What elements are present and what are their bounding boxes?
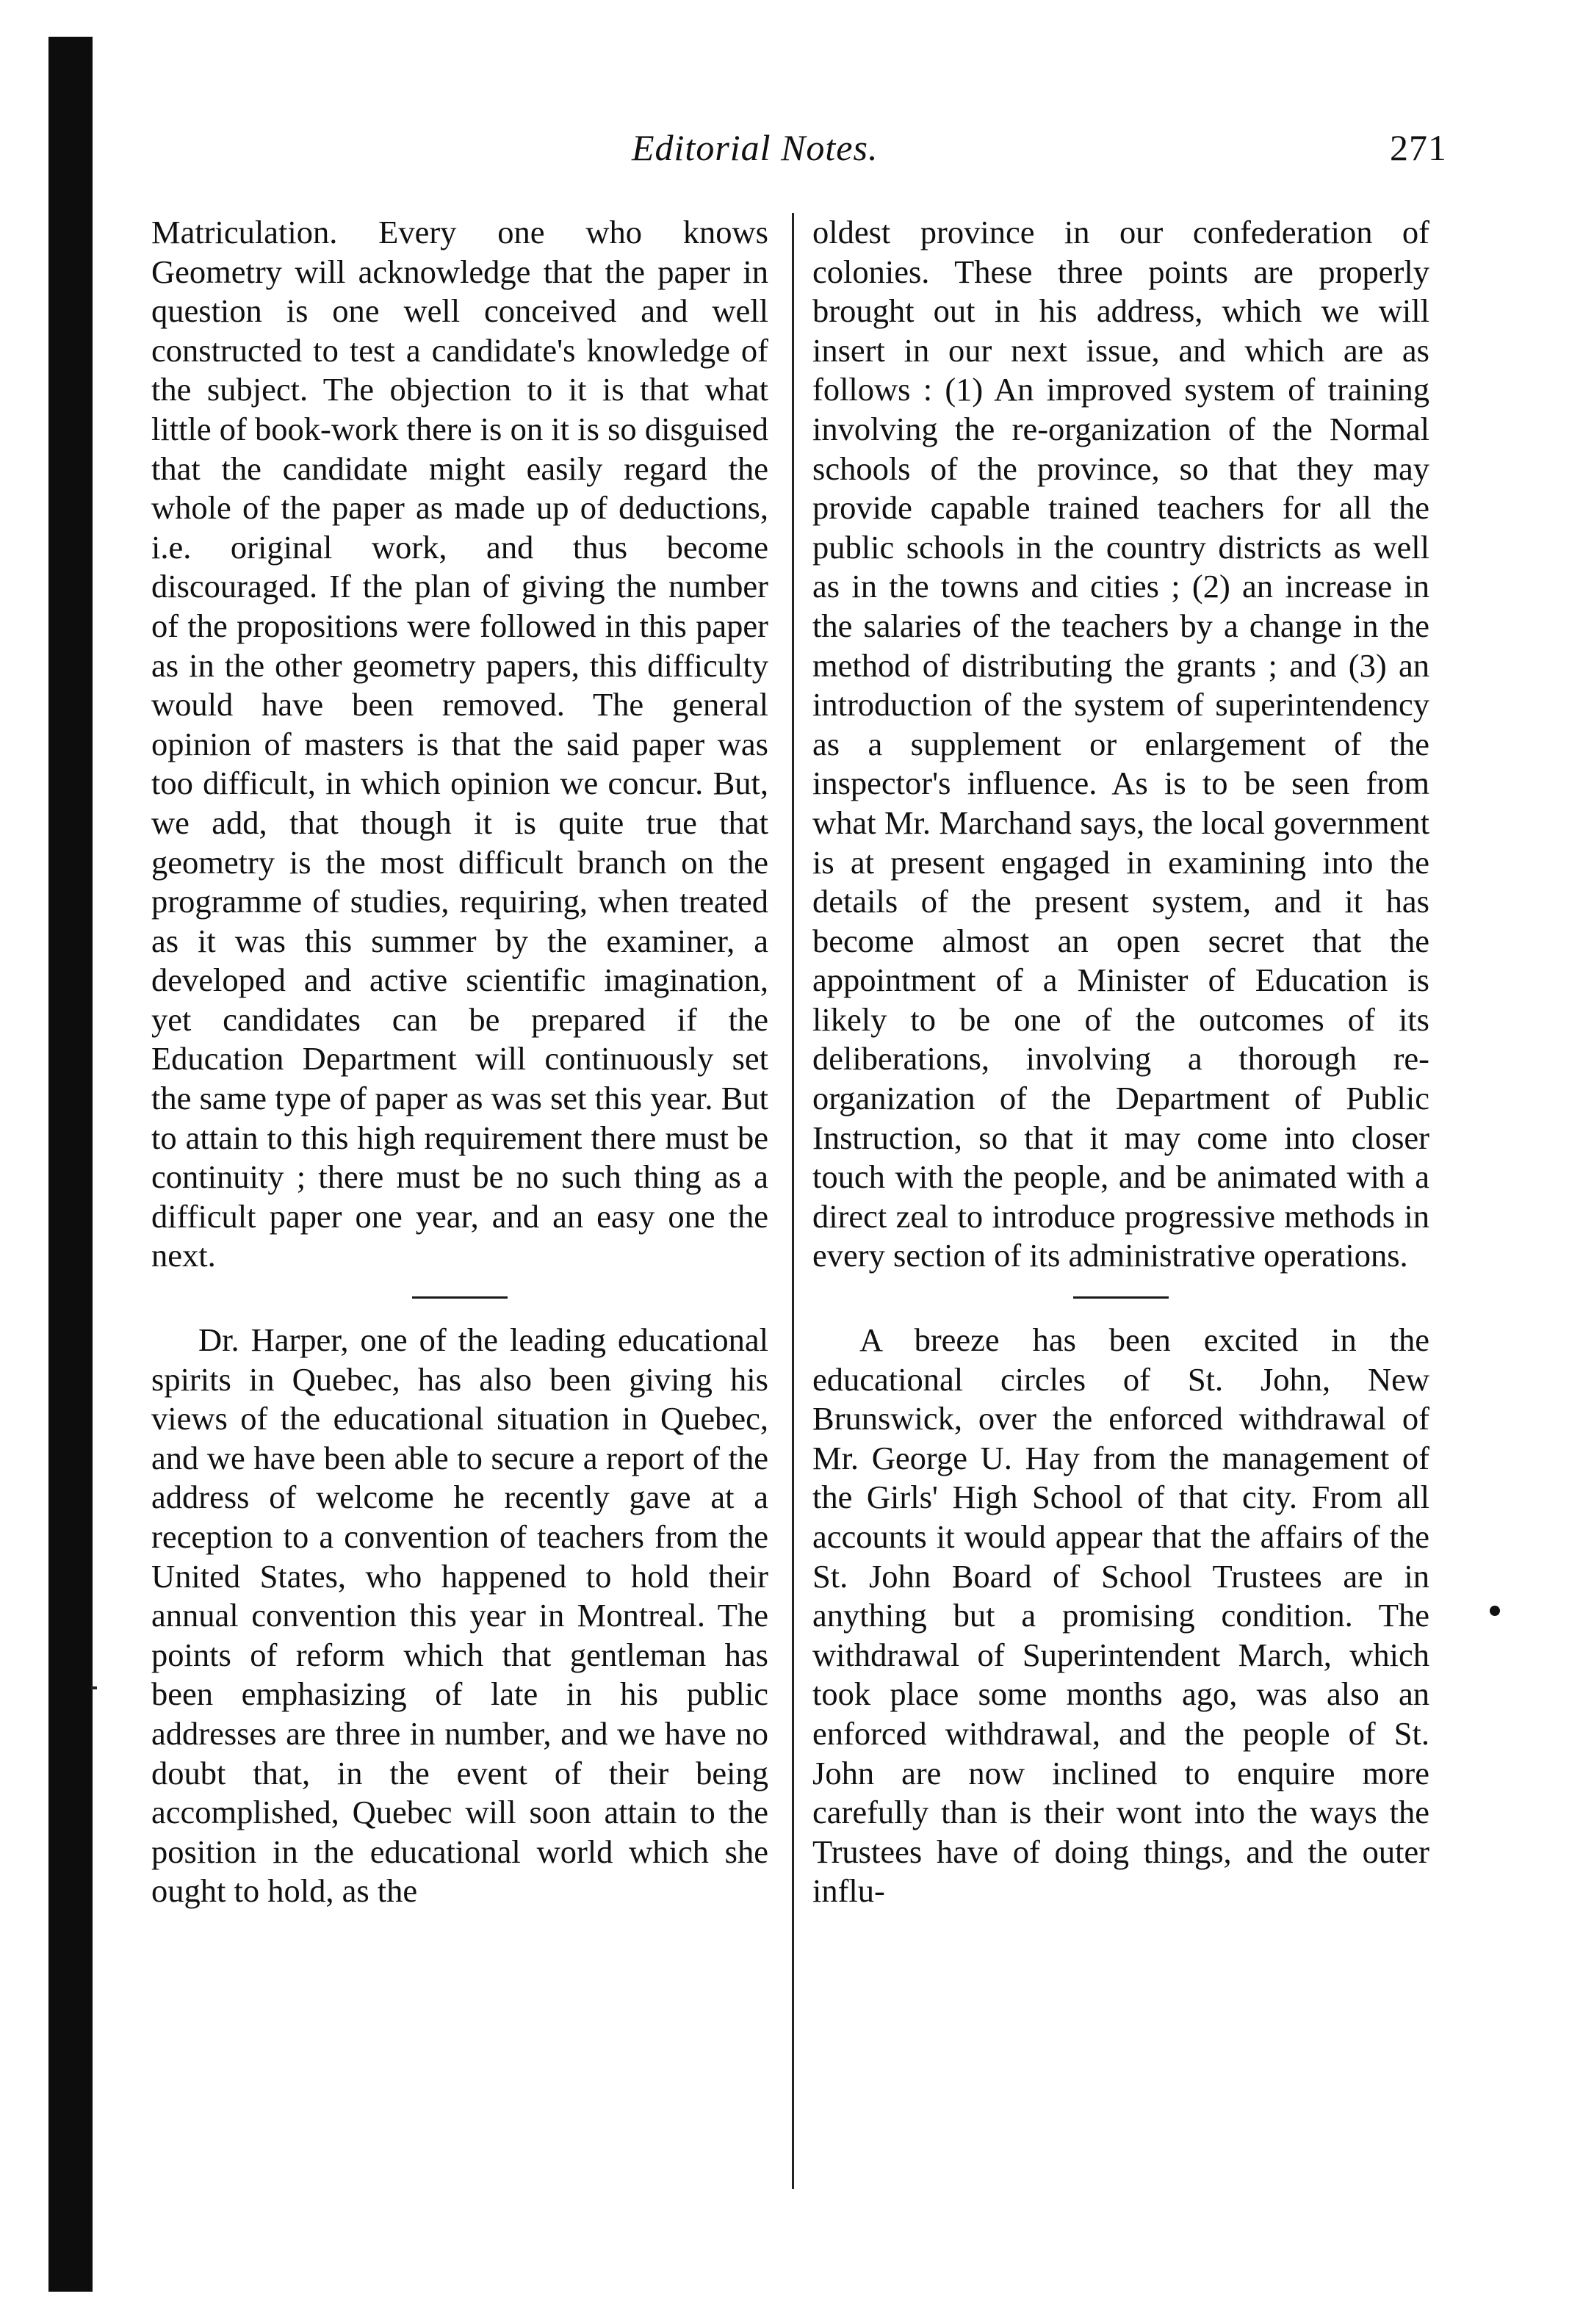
- column-divider: [792, 213, 794, 2189]
- running-head: Editorial Notes.: [632, 127, 879, 168]
- right-paragraph-continued: oldest province in our confederation of colonies. These three points are properly brought out in his address, which we will insert in our next issue, and which are as follows : (1) An improved system of training involving the re-organization of the Normal schools of the province, so that they may provide capable trained teachers for all the public schools in the country districts as well as in the towns and cities ; (2) an increase in the salaries of the teachers by a change in the method of distributing the grants ; and (3) an introduction of the system of superintendency as a supplement or enlargement of the inspector's influence. As is to be seen from what Mr. Marchand says, the local government is at present engaged in examining into the details of the present system, and it has become almost an open secret that the appointment of a Minister of Education is likely to be one of the outcomes of its deliberations, involving a thorough re-organization of the Department of Public Instruction, so that it may come into closer touch with the people, and be animated with a direct zeal to introduce progressive methods in every section of its administrative operations.: [812, 214, 1429, 1274]
- left-paragraph-harper: Dr. Harper, one of the leading educational spirits in Quebec, has also been giving his views of the educational situation in Quebec, and we have been able to secure a report of the address of welcome he recently gave at a reception to a convention of teachers from the United States, who happened to hold their annual convention this year in Montreal. The points of reform which that gentleman has been emphasizing of late in his public addresses are three in number, and we have no doubt that, in the event of their being accomplished, Quebec will soon attain to the position in the educational world which she ought to hold, as the: [151, 1321, 768, 1910]
- section-separator: [1073, 1296, 1169, 1299]
- margin-speck: [91, 1686, 97, 1689]
- right-column: [812, 213, 1429, 1911]
- page-header: [147, 123, 1447, 175]
- binding-edge: [48, 37, 93, 2292]
- section-separator: [412, 1296, 508, 1299]
- page-number: 271: [1390, 127, 1447, 168]
- right-paragraph-st-john: A breeze has been excited in the educational circles of St. John, New Brunswick, over the enforced withdrawal of Mr. George U. Hay from the management of the Girls' High School of that city. From all accounts it would appear that the affairs of the St. John Board of School Trustees are in anything but a promising condition. The withdrawal of Superintendent March, which took place some months ago, was also an enforced withdrawal, and the people of St. John are now inclined to enquire more carefully than is their wont into the ways the Trustees have of doing things, and the outer influ-: [812, 1321, 1429, 1910]
- left-paragraph-continued: Matriculation. Every one who knows Geometry will acknowledge that the paper in question is one well conceived and well constructed to test a candidate's knowledge of the subject. The objection to it is that what little of book-work there is on it is so disguised that the candidate might easily regard the whole of the paper as made up of deductions, i.e. original work, and thus become discouraged. If the plan of giving the number of the propositions were followed in this paper as in the other geometry papers, this difficulty would have been removed. The general opinion of masters is that the said paper was too difficult, in which opinion we concur. But, we add, that though it is quite true that geometry is the most difficult branch on the programme of studies, requiring, when treated as it was this summer by the examiner, a developed and active scientific imagination, yet candidates can be prepared if the Education Department will continuously set the same type of paper as was set this year. But to attain to this high requirement there must be continuity ; there must be no such thing as a difficult paper one year, and an easy one the next.: [151, 214, 768, 1274]
- stray-ink-mark: [1490, 1606, 1500, 1616]
- left-column: [151, 213, 768, 1911]
